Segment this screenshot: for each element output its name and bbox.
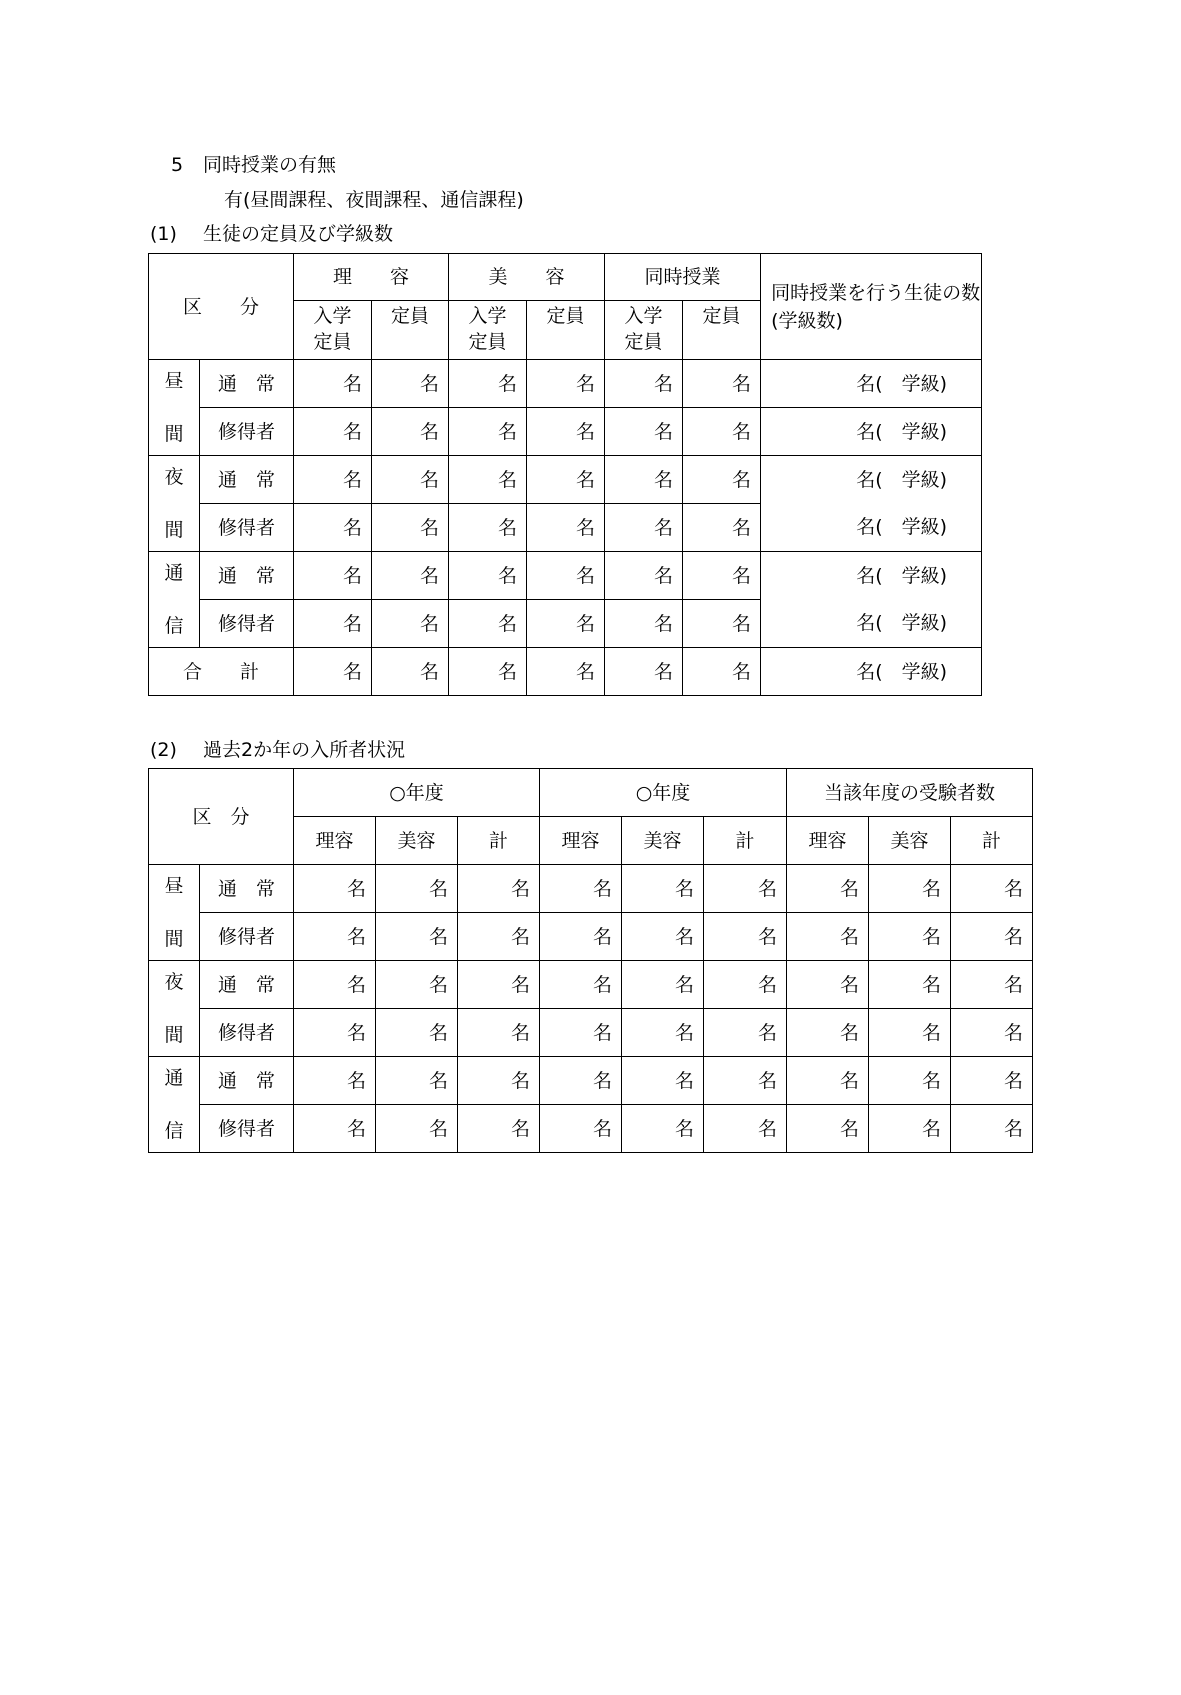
header-biyou: 美容 [622,817,704,865]
group-label: 間 [149,504,200,552]
count-cell: 名 [376,961,458,1009]
count-cell: 名 [458,1057,540,1105]
group-label: 間 [149,408,200,456]
count-cell: 名 [527,360,605,408]
count-cell: 名 [951,1009,1033,1057]
row-label-normal: 通 常 [200,961,294,1009]
header-biyou: 美 容 [449,254,605,301]
count-cell: 名 [622,865,704,913]
count-cell: 名 [787,1009,869,1057]
row-label-shutoku: 修得者 [200,913,294,961]
count-cell: 名 [951,865,1033,913]
row-label-normal: 通 常 [200,552,294,600]
header-riyou: 理容 [294,817,376,865]
count-cell: 名 [951,1057,1033,1105]
table-row [149,1009,1033,1057]
count-cell: 名 [704,961,787,1009]
section-number: 5 [171,154,184,176]
count-cell: 名 [449,504,527,552]
count-cell: 名 [294,1009,376,1057]
header-kubun: 区 分 [149,254,294,360]
count-cell: 名 [605,360,683,408]
capacity-table [148,253,982,696]
count-cell: 名 [540,961,622,1009]
header-kubun: 区 分 [149,769,294,865]
count-cell: 名 [683,408,761,456]
row-label-normal: 通 常 [200,360,294,408]
count-cell: 名 [458,913,540,961]
count-cell: 名 [869,1105,951,1153]
class-count-cell: 名( 学級) [761,408,982,456]
count-cell: 名 [683,360,761,408]
table-row [149,408,982,456]
count-cell: 名 [372,552,449,600]
header-current-applicants: 当該年度の受験者数 [787,769,1033,817]
header-riyou: 理容 [540,817,622,865]
header-nyugaku: 入学定員 [605,301,683,360]
group-label: 夜 [149,961,200,1009]
table1-caption-number: (1) [150,223,177,245]
count-cell: 名 [294,408,372,456]
class-count-cell: 名( 学級) [761,504,982,552]
count-cell: 名 [294,600,372,648]
count-cell: 名 [622,961,704,1009]
group-label: 夜 [149,456,200,504]
class-count-cell: 名( 学級) [761,456,982,504]
count-cell: 名 [540,1057,622,1105]
count-cell: 名 [869,865,951,913]
count-cell: 名 [540,913,622,961]
table-row [149,1057,1033,1105]
count-cell: 名 [372,600,449,648]
header-nyugaku: 入学定員 [294,301,372,360]
count-cell: 名 [951,961,1033,1009]
row-label-shutoku: 修得者 [200,1009,294,1057]
count-cell: 名 [787,1105,869,1153]
count-cell: 名 [294,552,372,600]
count-cell: 名 [294,961,376,1009]
count-cell: 名 [605,552,683,600]
count-cell: 名 [294,1105,376,1153]
table2-caption-number: (2) [150,739,177,761]
class-count-cell: 名( 学級) [761,360,982,408]
count-cell: 名 [376,1057,458,1105]
count-cell: 名 [294,504,372,552]
header-riyou: 理 容 [294,254,449,301]
header-biyou: 美容 [869,817,951,865]
count-cell: 名 [605,408,683,456]
header-biyou: 美容 [376,817,458,865]
count-cell: 名 [683,504,761,552]
count-cell: 名 [605,600,683,648]
count-cell: 名 [704,913,787,961]
count-cell: 名 [951,913,1033,961]
count-cell: 名 [458,1105,540,1153]
table2-caption: 過去2か年の入所者状況 [203,739,406,761]
count-cell: 名 [527,456,605,504]
group-label: 通 [149,552,200,600]
table-row [149,913,1033,961]
header-kei: 計 [704,817,787,865]
count-cell: 名 [372,360,449,408]
count-cell: 名 [787,865,869,913]
header-kei: 計 [458,817,540,865]
count-cell: 名 [294,648,372,696]
count-cell: 名 [294,913,376,961]
row-label-shutoku: 修得者 [200,408,294,456]
count-cell: 名 [622,1009,704,1057]
count-cell: 名 [458,1009,540,1057]
count-cell: 名 [869,1009,951,1057]
count-cell: 名 [449,648,527,696]
count-cell: 名 [683,552,761,600]
count-cell: 名 [372,408,449,456]
row-label-shutoku: 修得者 [200,1105,294,1153]
row-label-normal: 通 常 [200,865,294,913]
group-label: 間 [149,1009,200,1057]
count-cell: 名 [527,552,605,600]
header-year1: ○年度 [294,769,540,817]
count-cell: 名 [294,456,372,504]
header-teiin: 定員 [527,301,605,360]
count-cell: 名 [527,600,605,648]
count-cell: 名 [372,504,449,552]
count-cell: 名 [787,1057,869,1105]
count-cell: 名 [449,408,527,456]
count-cell: 名 [704,865,787,913]
count-cell: 名 [458,961,540,1009]
count-cell: 名 [787,913,869,961]
count-cell: 名 [540,1105,622,1153]
count-cell: 名 [704,1009,787,1057]
group-label: 信 [149,600,200,648]
table-row [149,865,1033,913]
count-cell: 名 [376,865,458,913]
header-teiin: 定員 [372,301,449,360]
count-cell: 名 [376,913,458,961]
header-nyugaku: 入学定員 [449,301,527,360]
count-cell: 名 [605,456,683,504]
table1-caption: 生徒の定員及び学級数 [203,223,394,245]
count-cell: 名 [622,913,704,961]
header-douji: 同時授業 [605,254,761,301]
count-cell: 名 [787,961,869,1009]
section-title: 同時授業の有無 [203,154,337,176]
count-cell: 名 [527,648,605,696]
count-cell: 名 [376,1009,458,1057]
count-cell: 名 [372,456,449,504]
count-cell: 名 [869,1057,951,1105]
count-cell: 名 [683,648,761,696]
header-students: 同時授業を行う生徒の数(学級数) [761,254,982,360]
count-cell: 名 [449,456,527,504]
header-riyou: 理容 [787,817,869,865]
count-cell: 名 [449,600,527,648]
count-cell: 名 [527,504,605,552]
class-count-cell: 名( 学級) [761,600,982,648]
count-cell: 名 [869,961,951,1009]
class-count-cell: 名( 学級) [761,648,982,696]
table-row [149,552,982,600]
group-label: 間 [149,913,200,961]
count-cell: 名 [683,600,761,648]
header-year2: ○年度 [540,769,787,817]
count-cell: 名 [622,1105,704,1153]
total-label: 合 計 [149,648,294,696]
count-cell: 名 [449,552,527,600]
table-row [149,600,982,648]
count-cell: 名 [605,648,683,696]
table-row [149,504,982,552]
class-count-cell: 名( 学級) [761,552,982,600]
count-cell: 名 [683,456,761,504]
group-label: 昼 [149,865,200,913]
count-cell: 名 [869,913,951,961]
count-cell: 名 [605,504,683,552]
table-row [149,456,982,504]
count-cell: 名 [294,360,372,408]
count-cell: 名 [294,865,376,913]
table-row [149,360,982,408]
count-cell: 名 [294,1057,376,1105]
group-label: 昼 [149,360,200,408]
admissions-table [148,768,1033,1153]
row-label-normal: 通 常 [200,1057,294,1105]
table-row [149,961,1033,1009]
total-row [149,648,982,696]
header-teiin: 定員 [683,301,761,360]
count-cell: 名 [449,360,527,408]
group-label: 信 [149,1105,200,1153]
row-label-shutoku: 修得者 [200,504,294,552]
count-cell: 名 [372,648,449,696]
count-cell: 名 [951,1105,1033,1153]
section-answer: 有(昼間課程、夜間課程、通信課程) [224,189,524,211]
row-label-shutoku: 修得者 [200,600,294,648]
table-row [149,1105,1033,1153]
count-cell: 名 [540,1009,622,1057]
count-cell: 名 [527,408,605,456]
count-cell: 名 [458,865,540,913]
count-cell: 名 [376,1105,458,1153]
count-cell: 名 [622,1057,704,1105]
count-cell: 名 [704,1057,787,1105]
count-cell: 名 [704,1105,787,1153]
header-kei: 計 [951,817,1033,865]
row-label-normal: 通 常 [200,456,294,504]
group-label: 通 [149,1057,200,1105]
count-cell: 名 [540,865,622,913]
